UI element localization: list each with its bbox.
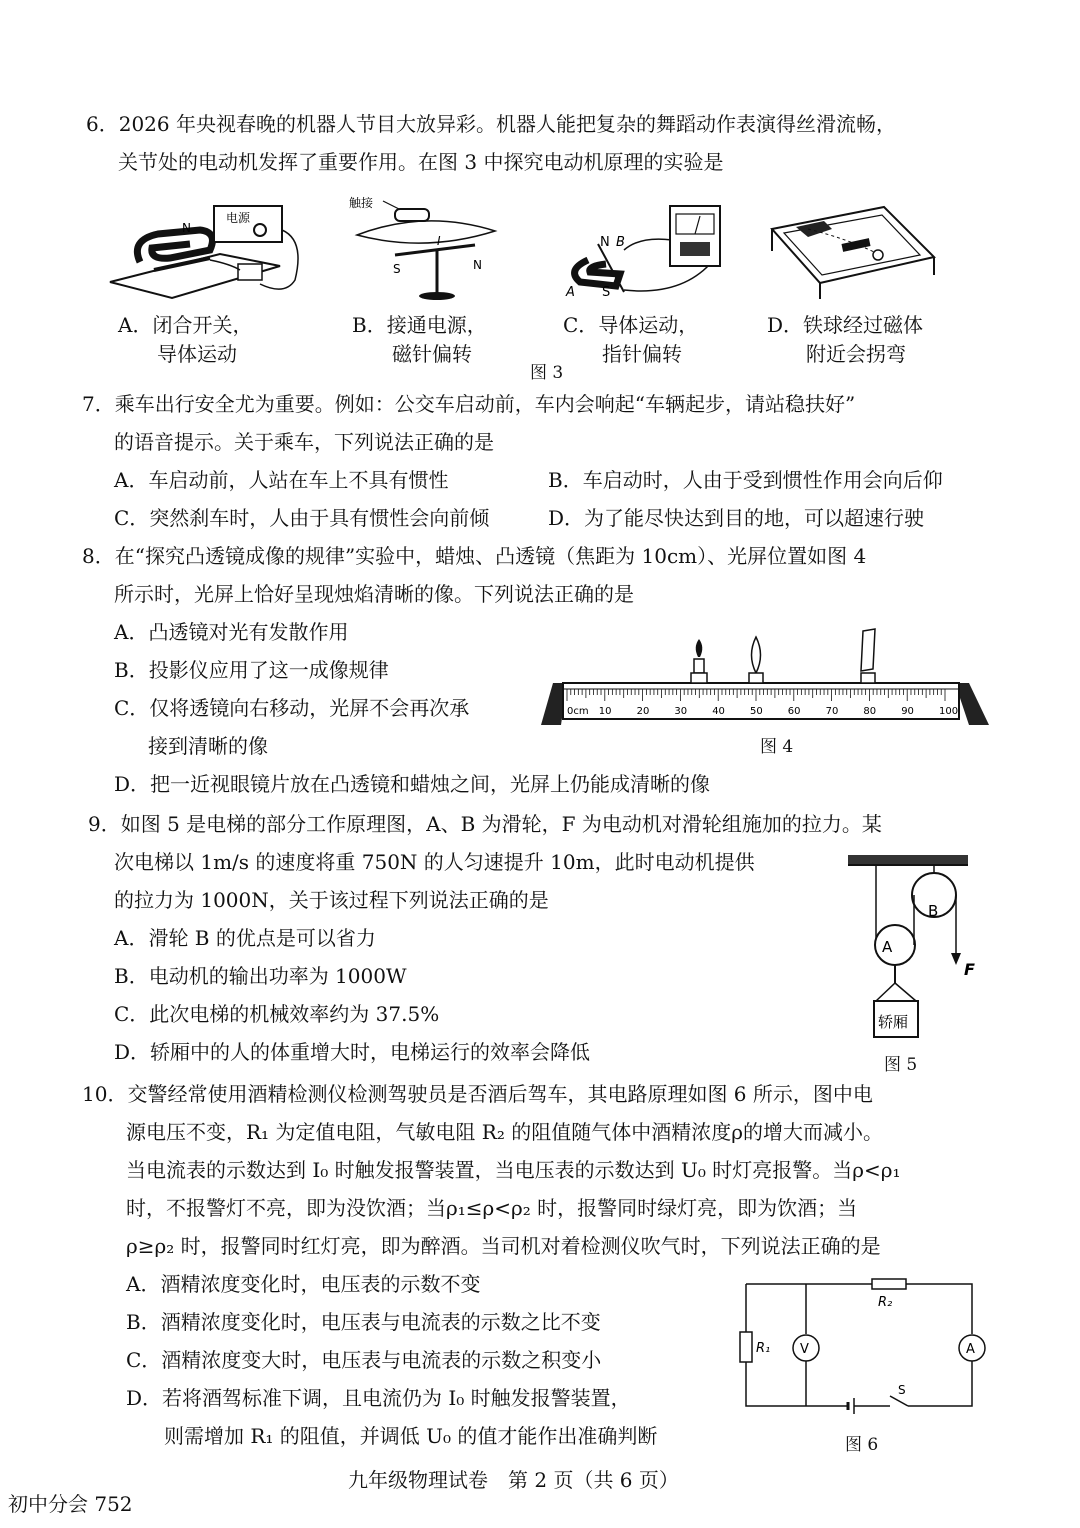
q6-option-c-line2: 指针偏转 [602,342,682,366]
ruler-tick-label: 0cm [567,706,589,717]
q7-stem-line2: 的语音提示。关于乘车，下列说法正确的是 [114,430,494,454]
car-label: 轿厢 [878,1013,909,1031]
q6-stem-line1: 6．2026 年央视春晚的机器人节目大放异彩。机器人能把复杂的舞蹈动作表演得丝滑流畅， [86,112,896,136]
q8-option-b: B．投影仪应用了这一成像规律 [114,658,389,682]
ammeter-label: A [966,1342,975,1357]
q7-stem-line1: 7．乘车出行安全尤为重要。例如：公交车启动前，车内会响起“车辆起步，请站稳扶好” [82,392,856,416]
q8-option-c-line1: C．仅将透镜向右移动，光屏不会再次承 [114,696,470,720]
ruler-tick-label: 70 [825,706,839,717]
force-f-label: F [964,960,975,979]
ruler-tick-label: 60 [787,706,801,717]
r2-label: R₂ [878,1295,893,1310]
fig4-optical-bench [535,625,995,730]
q7-option-c: C．突然刹车时，人由于具有惯性会向前倾 [114,506,490,530]
fig3-c-generator-apparatus [560,200,735,305]
figure-6-caption: 图 6 [845,1435,879,1455]
candle [691,639,707,683]
ruler-tick-label: 40 [712,706,725,717]
fig3-a-battery-label: 电源 [226,211,251,225]
fig3-b-current-label: I [437,234,441,248]
figure-3-caption: 图 3 [530,363,564,383]
q8-option-a: A．凸透镜对光有发散作用 [114,620,349,644]
watermark-text: 初中分会 752 [8,1492,133,1516]
voltmeter-label: V [800,1342,809,1357]
switch-s-label: S [898,1383,906,1397]
q10-option-b: B．酒精浓度变化时，电压表与电流表的示数之比不变 [126,1310,601,1334]
convex-lens [749,637,763,683]
q8-option-d: D．把一近视眼镜片放在凸透镜和蜡烛之间，光屏上仍能成清晰的像 [114,772,711,796]
fig3-a-n-label: N [182,221,191,235]
q6-option-d-line1: D．铁球经过磁体 [767,313,924,337]
q6-option-d-line2: 附近会拐弯 [806,342,906,366]
ruler-tick-label: 90 [901,706,914,717]
fig3-c-s-label: S [602,285,611,300]
q6-option-b-line1: B．接通电源， [352,313,487,337]
q9-option-a: A．滑轮 B 的优点是可以省力 [114,926,376,950]
figure-4-caption: 图 4 [760,737,794,757]
figure-5-caption: 图 5 [884,1055,918,1075]
q10-stem-line1: 10．交警经常使用酒精检测仪检测驾驶员是否酒后驾车，其电路原理如图 6 所示，图中电 [82,1082,873,1106]
q10-option-d-line2: 则需增加 R₁ 的阻值，并调低 U₀ 的值才能作出准确判断 [164,1424,658,1448]
fig3-d-ball-track [768,205,938,300]
fig3-c-a-label: A [566,285,575,300]
pulley-b-label: B [928,902,939,920]
r1-label: R₁ [756,1341,771,1356]
ruler-tick-label: 10 [598,706,612,717]
q9-option-b: B．电动机的输出功率为 1000W [114,964,407,988]
ruler-tick-label: 30 [674,706,688,717]
q9-option-c: C．此次电梯的机械效率约为 37.5% [114,1002,440,1026]
fig3-b-s-label: S [393,262,401,276]
q10-stem-line4: 时，不报警灯不亮，即为没饮酒；当ρ₁≤ρ<ρ₂ 时，报警同时绿灯亮，即为饮酒；当 [126,1196,858,1220]
q6-option-a-line1: A．闭合开关， [118,313,253,337]
q6-option-b-line2: 磁针偏转 [392,342,472,366]
q6-option-c-line1: C．导体运动， [563,313,699,337]
q10-stem-line3: 当电流表的示数达到 I₀ 时触发报警装置，当电压表的示数达到 U₀ 时灯亮报警。当ρ<ρ₁ [126,1158,901,1182]
fig3-b-contact-label: 触接 [349,196,374,210]
ruler-tick-label: 20 [636,706,650,717]
q10-stem-line5: ρ≥ρ₂ 时，报警同时红灯亮，即为醉酒。当司机对着检测仪吹气时，下列说法正确的是 [126,1234,881,1258]
q7-option-a: A．车启动前，人站在车上不具有惯性 [114,468,449,492]
q10-option-c: C．酒精浓度变大时，电压表与电流表的示数之积变小 [126,1348,602,1372]
ruler-tick-label: 100 [939,706,959,717]
ruler-tick-label: 80 [863,706,877,717]
q9-stem-line1: 9．如图 5 是电梯的部分工作原理图，A、B 为滑轮，F 为电动机对滑轮组施加的拉力。某 [88,812,882,836]
q7-option-d: D．为了能尽快达到目的地，可以超速行驶 [548,506,925,530]
q8-stem-line2: 所示时，光屏上恰好呈现烛焰清晰的像。下列说法正确的是 [114,582,634,606]
fig3-a-motor-apparatus [110,200,310,305]
fig3-b-oersted-apparatus [345,193,510,303]
q8-stem-line1: 8．在“探究凸透镜成像的规律”实验中，蜡烛、凸透镜（焦距为 10cm）、光屏位置如图 4 [82,544,867,568]
page-footer: 九年级物理试卷 第 2 页（共 6 页） [348,1468,679,1492]
q9-stem-line3: 的拉力为 1000N，关于该过程下列说法正确的是 [114,888,549,912]
fig3-c-b-label: B [616,235,625,250]
fig3-c-n-label: N [600,235,610,250]
fig6-circuit [740,1278,1000,1418]
q6-stem-line2: 关节处的电动机发挥了重要作用。在图 3 中探究电动机原理的实验是 [118,150,724,174]
q10-option-d-line1: D．若将酒驾标准下调，且电流仍为 I₀ 时触发报警装置， [126,1386,631,1410]
fig3-b-n-label: N [473,258,482,272]
q7-option-b: B．车启动时，人由于受到惯性作用会向后仰 [548,468,943,492]
q8-option-c-line2: 接到清晰的像 [148,734,268,758]
q10-option-a: A．酒精浓度变化时，电压表的示数不变 [126,1272,481,1296]
pulley-a-label: A [882,938,893,956]
ruler-tick-label: 50 [750,706,763,717]
q10-stem-line2: 源电压不变，R₁ 为定值电阻，气敏电阻 R₂ 的阻值随气体中酒精浓度ρ的增大而减小。 [126,1120,883,1144]
q9-option-d: D．轿厢中的人的体重增大时，电梯运行的效率会降低 [114,1040,591,1064]
q6-option-a-line2: 导体运动 [157,342,237,366]
q9-stem-line2: 次电梯以 1m/s 的速度将重 750N 的人匀速提升 10m，此时电动机提供 [114,850,755,874]
fig5-elevator-pulley [840,855,980,1045]
light-screen [861,629,875,683]
